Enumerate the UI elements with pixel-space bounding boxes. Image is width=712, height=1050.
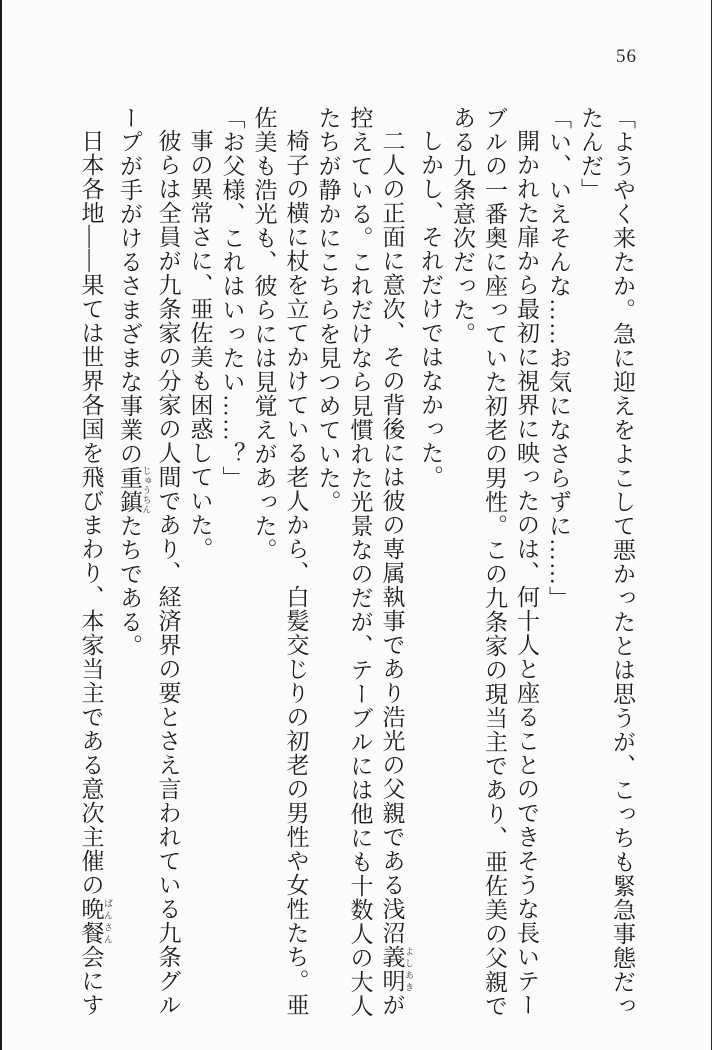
text-line: ある九条意次だった。 xyxy=(450,106,475,346)
text-line: ブルの一番奥に座っていた初老の男性。この九条家の現当主であり、亜佐美の父親で xyxy=(482,106,507,1018)
ruby-annotated-word: 重鎮 じゅうちん xyxy=(117,466,152,514)
text-line: 佐美も浩光も、彼らには見覚えがあった。 xyxy=(251,106,277,562)
ruby-annotated-word: 晩餐 ばんさん xyxy=(78,897,113,945)
text-line: しかし、それだけではなかった。 xyxy=(418,129,443,489)
text-line: 椅子の横に杖を立てかけている老人から、白髪交じりの初老の男性や女性たち。亜 xyxy=(283,129,309,1017)
text-line: 二人の正面に意次、その背後には彼の専属執事であり浩光の父親である浅沼義明 よしあきが xyxy=(379,129,414,1017)
text-line: たちが静かにこちらを見つめていた。 xyxy=(315,106,341,514)
text-line: 開かれた扉から最初に視界に映ったのは、何十人と座ることのできそうな長いテー xyxy=(514,129,539,1017)
text-line: たんだ」 xyxy=(578,106,603,202)
text-line: 「い、いえそんな……お気になさらずに……」 xyxy=(546,106,571,610)
text-line: 事の異常さに、亜佐美も困惑していた。 xyxy=(187,129,213,561)
text-line: 控えている。これだけなら見慣れた光景なのだが、テーブルには他にも十数人の大人 xyxy=(347,106,373,1018)
text-line: 「お父様、これはいったい……？」 xyxy=(219,106,245,490)
text-line: 日本各地――果ては世界各国を飛びまわり、本家当主である意次主催の晩餐 ばんさん会にす xyxy=(78,129,113,1017)
text-line: 彼らは全員が九条家の分家の人間であり、経済界の要とさえ言われている九条グル xyxy=(155,129,181,1017)
page-number: 56 xyxy=(616,46,637,67)
text-line: ープが手がけるさまざまな事業の重鎮 じゅうちんたちである。 xyxy=(117,106,152,658)
ruby-annotated-word: 義明 よしあき xyxy=(379,945,414,993)
text-line: 「ようやく来たか。急に迎えをよこして悪かったとは思うが、こっちも緊急事態だっ xyxy=(610,106,635,1018)
page-edge-left xyxy=(0,0,2,1050)
body-text xyxy=(75,106,639,1018)
